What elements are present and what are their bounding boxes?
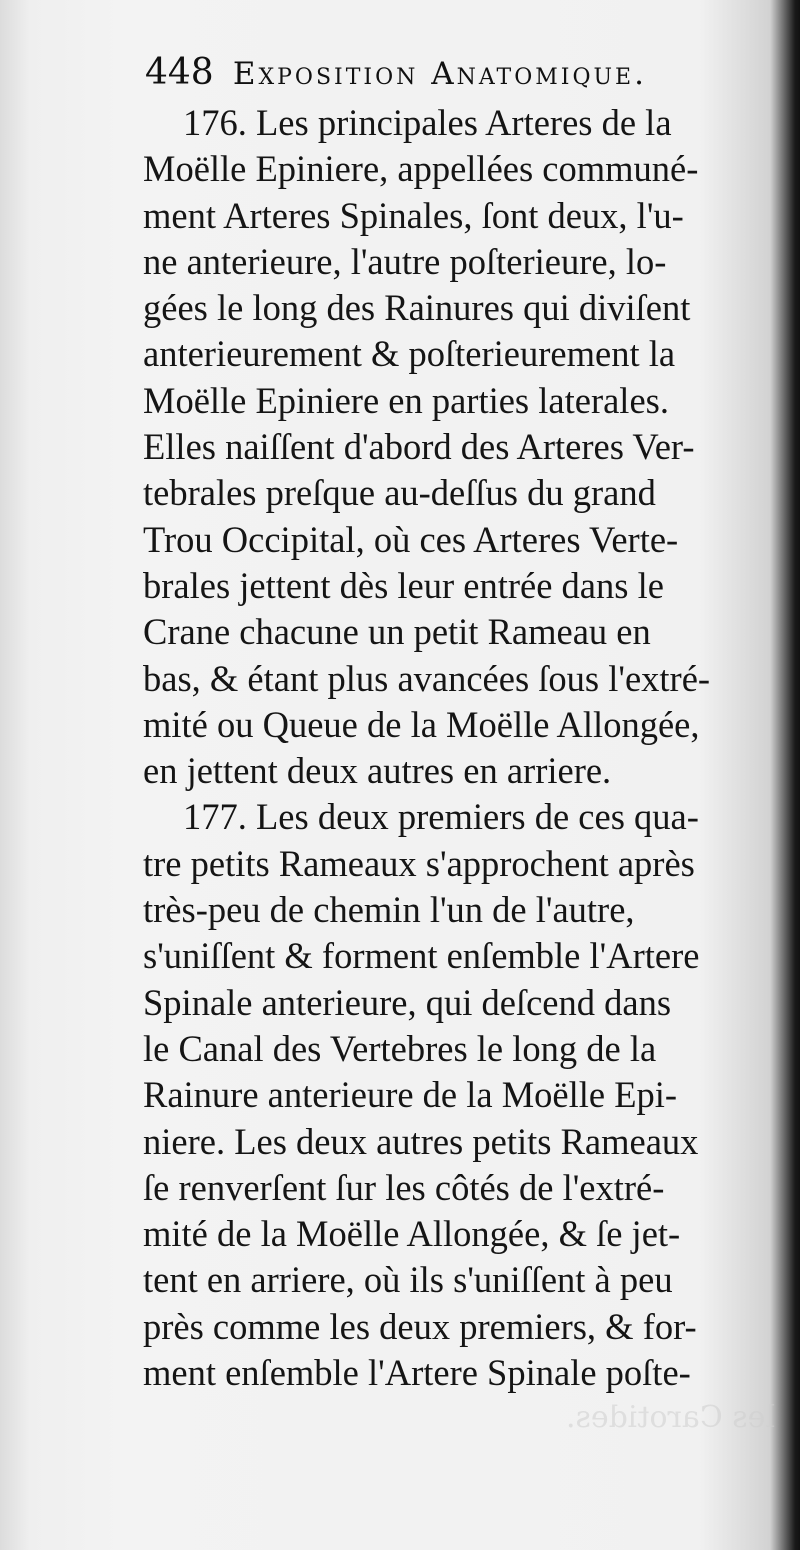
text-line: 176. Les principales Arteres de la [183, 102, 672, 143]
text-line: Moëlle Epiniere en parties laterales. [143, 379, 669, 421]
text-line: Moëlle Epiniere, appellées communé- [143, 148, 699, 190]
text-line: le Canal des Vertebres le long de la [143, 1027, 657, 1069]
text-line: niere. Les deux autres petits Rameaux [143, 1120, 699, 1162]
page-header [145, 52, 765, 102]
text-line: tebrales preſque au-deſſus du grand [143, 472, 656, 514]
text-line: Spinale anterieure, qui deſcend dans [143, 981, 672, 1023]
text-line: brales jettent dès leur entrée dans le [143, 564, 664, 606]
text-line: tent en arriere, où ils s'uniſſent à peu [143, 1259, 673, 1301]
text-line: mité ou Queue de la Moëlle Allongée, [143, 703, 700, 745]
text-line: ſe renverſent ſur les côtés de l'extré- [143, 1166, 665, 1208]
text-line: près comme les deux premiers, & for- [143, 1305, 697, 1347]
text-line: Rainure anterieure de la Moëlle Epi- [143, 1074, 678, 1116]
text-line: gées le long des Rainures qui diviſent [143, 287, 691, 329]
text-line: Crane chacune un petit Rameau en [143, 611, 651, 653]
paragraph-177 [143, 794, 768, 1396]
text-line: très-peu de chemin l'un de l'autre, [143, 889, 635, 931]
text-line: ne anterieure, l'autre poſterieure, lo- [143, 240, 667, 282]
paragraph-176 [143, 100, 768, 794]
text-line: 177. Les deux premiers de ces qua- [183, 796, 699, 838]
body-text [143, 100, 768, 1396]
text-line: bas, & étant plus avancées ſous l'extré- [143, 657, 711, 699]
text-line: tre petits Rameaux s'approchent après [143, 842, 695, 884]
bleed-through-text: les Carotides. [565, 1400, 775, 1435]
text-line: s'uniſſent & forment enſemble l'Artere [143, 935, 700, 977]
text-line: mité de la Moëlle Allongée, & ſe jet- [143, 1213, 681, 1255]
page-number: 448 [145, 52, 214, 93]
text-line: Trou Occipital, où ces Arteres Verte- [143, 518, 679, 560]
text-line: ment Arteres Spinales, ſont deux, l'u- [143, 194, 684, 236]
text-line: ment enſemble l'Artere Spinale poſte- [143, 1352, 691, 1394]
text-line: anterieurement & poſterieurement la [143, 333, 676, 375]
text-line: en jettent deux autres en arriere. [143, 750, 612, 792]
text-line: Elles naiſſent d'abord des Arteres Ver- [143, 426, 695, 468]
running-title: Exposition Anatomique. [232, 56, 647, 92]
